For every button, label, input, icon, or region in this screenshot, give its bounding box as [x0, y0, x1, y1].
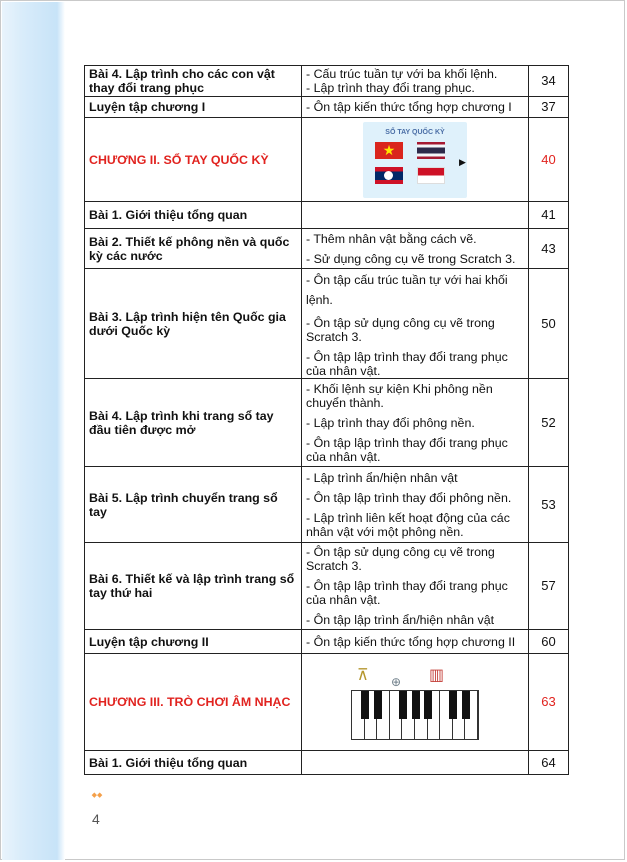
lesson-content [302, 751, 529, 775]
content-line: - Khối lệnh sự kiện Khi phông nền chuyển thành. [306, 381, 493, 410]
chapter-title: CHƯƠNG III. TRÒ CHƠI ÂM NHẠC [85, 654, 302, 751]
table-row [85, 97, 569, 118]
lesson-title: Bài 1. Giới thiệu tổng quan [85, 751, 302, 775]
illustration-heading: SỔ TAY QUỐC KỲ [385, 128, 445, 136]
content-line: - Ôn tập cấu trúc tuần tự với hai khối lệnh. [306, 272, 508, 307]
content-line: - Ôn tập kiến thức tổng hợp chương I [306, 100, 512, 114]
lesson-title: Bài 5. Lập trình chuyển trang sổ tay [85, 467, 302, 543]
vietnam-flag-icon [375, 142, 403, 159]
page-ref: 50 [529, 269, 569, 379]
content-line: - Ôn tập lập trình ẩn/hiện nhân vật [306, 613, 495, 627]
laos-flag-icon [375, 167, 403, 184]
table-row [85, 379, 569, 467]
indonesia-flag-icon [417, 167, 445, 184]
arrow-right-icon: ▶ [459, 156, 466, 167]
table-row [85, 630, 569, 654]
drum-icon: ⊕ [391, 675, 402, 689]
page-ref: 63 [529, 654, 569, 751]
content-line: - Ôn tập sử dụng công cụ vẽ trong Scratch 3. [306, 315, 495, 344]
content-line: - Ôn tập kiến thức tổng hợp chương II [306, 634, 516, 649]
lesson-title: Bài 6. Thiết kế và lập trình trang sổ tay thứ hai [85, 543, 302, 630]
table-row [85, 229, 569, 269]
piano-keyboard-icon [351, 690, 479, 740]
lesson-content [302, 269, 529, 379]
page-ref: 43 [529, 229, 569, 269]
page-ref: 40 [529, 118, 569, 202]
content-line: - Ôn tập sử dụng công cụ vẽ trong Scratch 3. [306, 545, 495, 573]
lesson-title: Luyện tập chương I [85, 97, 302, 118]
content-line: - Lập trình liên kết hoạt động của các nhân vật với một phông nền. [306, 510, 510, 539]
lesson-title: Luyện tập chương II [85, 630, 302, 654]
lesson-title: Bài 2. Thiết kế phông nền và quốc kỳ các nước [85, 229, 302, 269]
table-row [85, 467, 569, 543]
content-line: - Ôn tập lập trình thay đổi phông nền. [306, 490, 512, 505]
cymbal-icon: ⊼ [357, 667, 369, 684]
page-ref: 53 [529, 467, 569, 543]
chapter-image-cell [302, 654, 529, 751]
lesson-content [302, 467, 529, 543]
lesson-content [302, 202, 529, 229]
table-of-contents [84, 65, 569, 775]
table-row [85, 543, 569, 630]
page-ref: 60 [529, 630, 569, 654]
lesson-title: Bài 4. Lập trình khi trang sổ tay đầu tiên được mở [85, 379, 302, 467]
table-row [85, 269, 569, 379]
thailand-flag-icon [417, 142, 445, 159]
page-ref: 37 [529, 97, 569, 118]
national-flags-illustration [363, 122, 467, 198]
chapter-row [85, 654, 569, 751]
lesson-title: Bài 4. Lập trình cho các con vật thay đổi trang phục [85, 66, 302, 97]
page-ref: 41 [529, 202, 569, 229]
content-line: - Thêm nhân vật bằng cách vẽ. [306, 231, 477, 246]
lesson-content [302, 543, 529, 630]
chapter-image-cell [302, 118, 529, 202]
table-row [85, 751, 569, 775]
lesson-content [302, 229, 529, 269]
table-row [85, 202, 569, 229]
page-ref: 52 [529, 379, 569, 467]
page-ref: 57 [529, 543, 569, 630]
chapter-row [85, 118, 569, 202]
lesson-content [302, 379, 529, 467]
publisher-logo-icon: ◆◆ [91, 792, 103, 799]
bongo-drums-icon: ▥ [429, 667, 445, 684]
page-number: 4 [92, 811, 100, 827]
content-line: - Ôn tập lập trình thay đổi trang phục của nhân vật. [306, 349, 508, 378]
lesson-content [302, 630, 529, 654]
lesson-content [302, 97, 529, 118]
page-ref: 64 [529, 751, 569, 775]
lesson-content [302, 66, 529, 97]
lesson-title: Bài 1. Giới thiệu tổng quan [85, 202, 302, 229]
content-line: - Ôn tập lập trình thay đổi trang phục của nhân vật. [306, 579, 508, 607]
chapter-title: CHƯƠNG II. SỔ TAY QUỐC KỲ [85, 118, 302, 202]
piano-instruments-illustration [345, 660, 485, 744]
lesson-title: Bài 3. Lập trình hiện tên Quốc gia dưới Quốc kỳ [85, 269, 302, 379]
decorative-side-band [2, 2, 65, 860]
content-line: - Cấu trúc tuần tự với ba khối lệnh. [306, 67, 498, 81]
page-ref: 34 [529, 66, 569, 97]
content-line: - Lập trình thay đổi phông nền. [306, 415, 475, 430]
content-line: - Sử dụng công cụ vẽ trong Scratch 3. [306, 251, 516, 266]
table-row [85, 66, 569, 97]
content-line: - Lập trình ẩn/hiện nhân vật [306, 470, 458, 485]
content-line: - Ôn tập lập trình thay đổi trang phục của nhân vật. [306, 435, 508, 464]
content-line: - Lập trình thay đổi trang phục. [306, 81, 475, 95]
